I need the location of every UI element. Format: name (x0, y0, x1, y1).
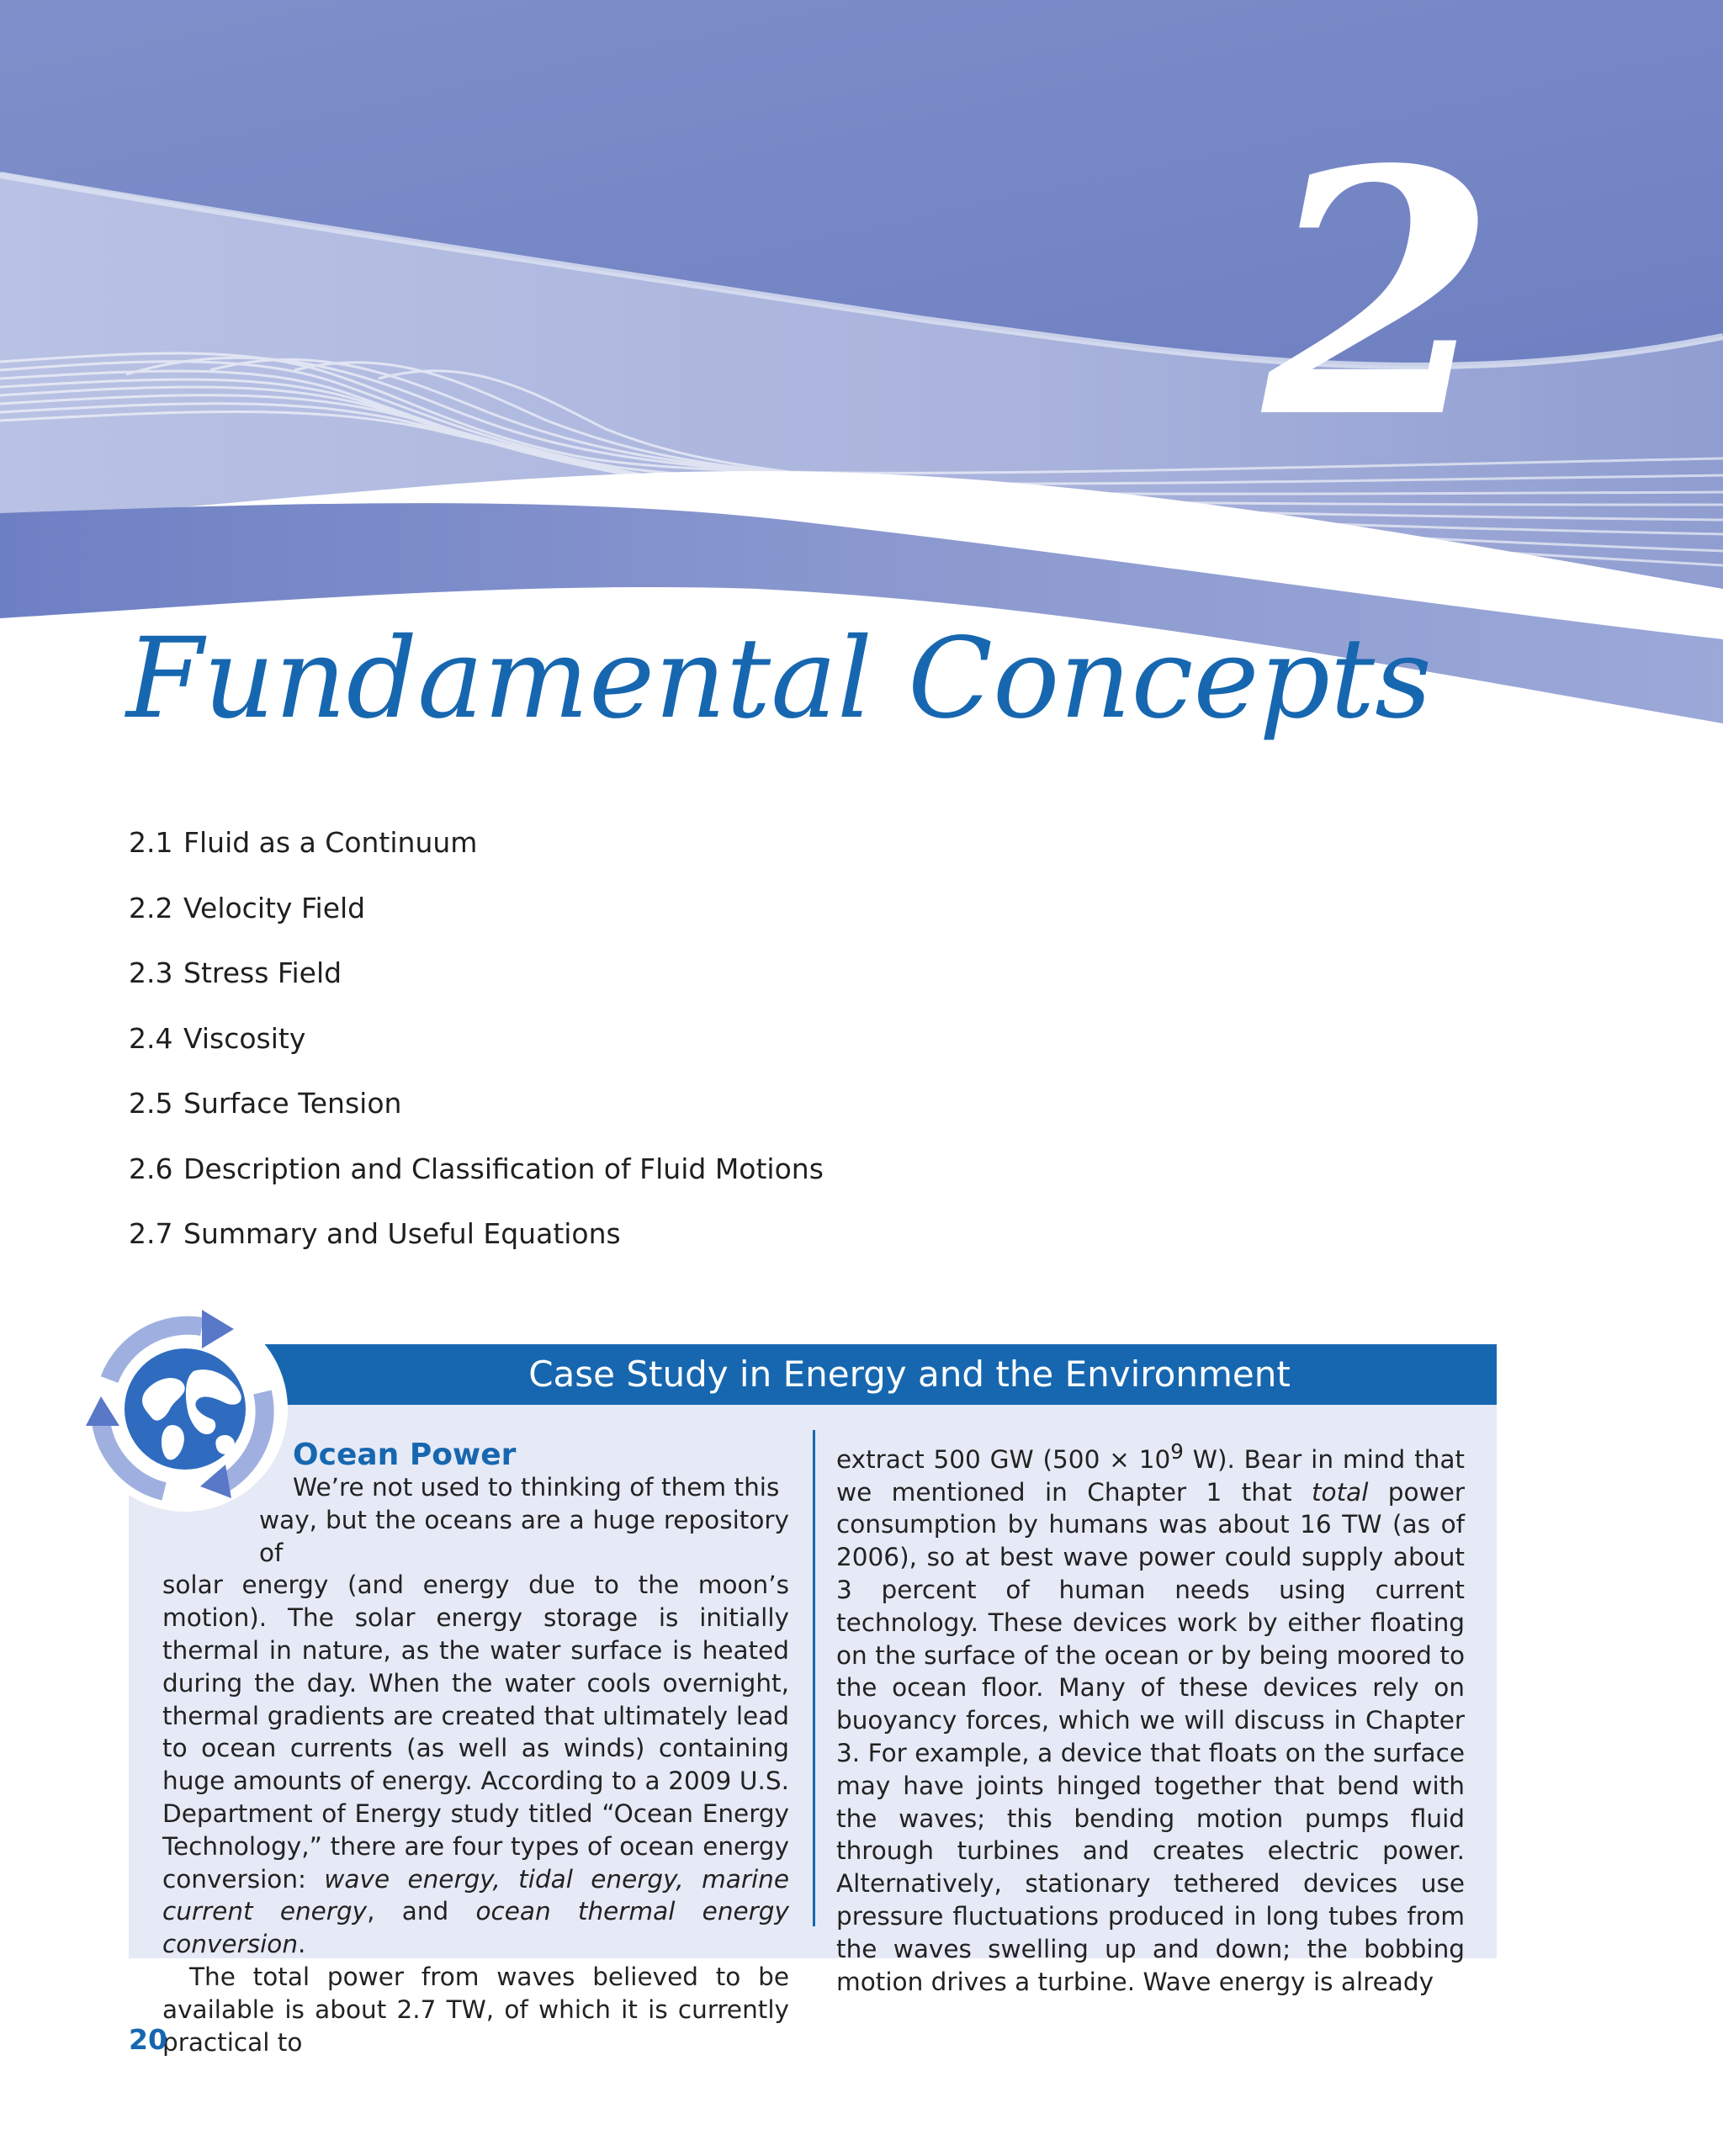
toc-item-number: 2.2 (129, 891, 173, 924)
toc-item-number: 2.3 (129, 956, 173, 989)
paragraph-italic-text: ocean thermal energy conversion (162, 1897, 789, 1959)
toc-item-title: Velocity Field (183, 891, 366, 924)
table-of-contents (129, 816, 824, 1273)
toc-item[interactable] (129, 946, 824, 1012)
paragraph-text: extract 500 GW (500 × 10 (836, 1444, 1171, 1474)
toc-item-number: 2.7 (129, 1217, 173, 1250)
toc-item-title: Description and Classification of Fluid Motions (183, 1152, 824, 1185)
case-study-column-left (162, 1471, 789, 2058)
paragraph-text: solar energy (and energy due to the moon’s motion). The solar energy storage is initially thermal in nature, as the water surface is heated during the day. When the water cools overnight, thermal gradients are created that ultimately lead to ocean currents (as well as winds) containing huge amounts of energy. According to a 2009 U.S. Department of Energy study titled “Ocean Energy Technology,” there are four types of ocean energy conversion: (162, 1571, 789, 1894)
case-study-paragraph (836, 1436, 1465, 1998)
case-study-column-right (836, 1436, 1465, 1998)
paragraph-italic-text: total (1311, 1477, 1369, 1507)
toc-item[interactable] (129, 816, 824, 882)
page-number: 20 (129, 2023, 167, 2056)
paragraph-text: W). Bear in mind that we mentioned in Chapter 1 that (836, 1444, 1465, 1507)
case-study-banner: Case Study in Energy and the Environment (129, 1344, 1497, 1405)
toc-item-number: 2.6 (129, 1152, 173, 1185)
toc-item-title: Viscosity (183, 1021, 306, 1055)
paragraph-second-line: way, but the oceans are a huge repository of (259, 1505, 789, 1567)
toc-item-number: 2.1 (129, 826, 173, 859)
toc-item-title: Fluid as a Continuum (183, 826, 478, 859)
chapter-title: Fundamental Concepts (126, 614, 1432, 744)
toc-item[interactable] (129, 1142, 824, 1208)
toc-item[interactable] (129, 882, 824, 947)
paragraph-text: . (298, 1930, 306, 1959)
toc-item-title: Stress Field (183, 956, 342, 989)
case-study-paragraph: The total power from waves believed to be available is about 2.7 TW, of which it is currently practical to (162, 1962, 789, 2057)
case-study-heading: Ocean Power (293, 1438, 517, 1472)
toc-item[interactable] (129, 1012, 824, 1078)
toc-item-title: Summary and Useful Equations (183, 1217, 621, 1250)
paragraph-text: , and (367, 1897, 476, 1926)
toc-item-number: 2.4 (129, 1021, 173, 1055)
case-study-paragraph (162, 1569, 789, 1961)
paragraph-first-line: We’re not used to thinking of them this (293, 1473, 780, 1502)
paragraph-italic-text: wave energy, tidal energy, marine current energy (162, 1864, 790, 1926)
toc-item-number: 2.5 (129, 1087, 173, 1120)
toc-item[interactable] (129, 1207, 824, 1273)
chapter-number: 2 (1262, 97, 1498, 492)
paragraph-text: power consumption by humans was about 16 TW (as of 2006), so at best wave power could supply about 3 percent of human needs using current technology. These devices work by either floating on the surface of the ocean or by being moored to the ocean floor. Many of these devices rely on buoyancy forces, which we will discuss in Chapter 3. For example, a device that floats on the surface may have joints hinged together that bend with the waves; this bending motion pumps fluid through turbines and creates electric power. Alternatively, stationary tethered devices use pressure fluctuations produced in long tubes from the waves swelling up and down; the bobbing motion drives a turbine. Wave energy is already (836, 1477, 1465, 1996)
column-divider (813, 1430, 815, 1926)
toc-item-title: Surface Tension (183, 1087, 402, 1120)
superscript-exponent: 9 (1170, 1439, 1184, 1464)
toc-item[interactable] (129, 1077, 824, 1142)
